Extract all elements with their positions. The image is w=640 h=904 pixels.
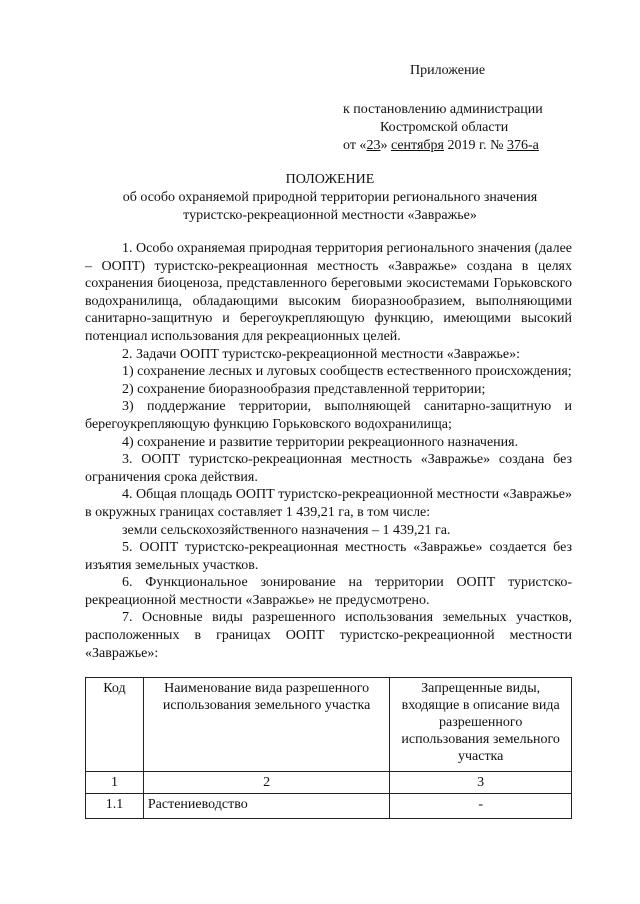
decree-number: 376-а xyxy=(507,138,539,153)
table-header-row xyxy=(86,678,572,772)
paragraph: 4. Общая площадь ООПТ туристско-рекреационной местности «Завражье» в окружных границах составляет 1 439,21 га, в том числе: xyxy=(85,487,572,520)
paragraph: 1. Особо охраняемая природная территория регионального значения (далее – ООПТ) туристско-рекреационная местность «Завражье» создана в целях сохранения биоценоза, представленного береговыми экосистемами Горьковского водохранилища, обладающими высоким биоразнообразием, выполняющими санитарно-защитную и берегоукрепляющую функцию, имеющими высокий потенциал использования для рекреационных целей. xyxy=(85,241,572,344)
paragraph: 7. Основные виды разрешенного использования земельных участков, расположенных в границах ООПТ туристско-рекреационной местности «Завражье»: xyxy=(85,610,572,661)
header-use-name: Наименование вида разрешенного использования земельного участка xyxy=(143,678,389,772)
paragraph: 5. ООПТ туристско-рекреационная местность «Завражье» создается без изъятия земельных участков. xyxy=(85,540,572,573)
header-code: Код xyxy=(86,678,144,772)
document-subtitle-1: об особо охраняемой природной территории регионального значения xyxy=(122,190,538,205)
decree-date-line xyxy=(343,137,539,155)
document-body xyxy=(85,240,572,662)
paragraph: 6. Функциональное зонирование на территории ООПТ туристско-рекреационной местности «Завражье» не предусмотрено. xyxy=(85,575,572,608)
decree-line-2: Костромской области xyxy=(380,120,509,135)
table-row xyxy=(86,794,572,819)
row-prohibited: - xyxy=(390,794,572,819)
document-title: ПОЛОЖЕНИЕ xyxy=(285,172,375,187)
row-use-name: Растениеводство xyxy=(143,794,389,819)
column-number: 2 xyxy=(143,772,389,794)
appendix-label: Приложение xyxy=(410,63,486,78)
table-numbering-row xyxy=(86,772,572,794)
document-subtitle-2: туристско-рекреационной местности «Завражье» xyxy=(183,208,477,223)
paragraph: 2. Задачи ООПТ туристско-рекреационной местности «Завражье»: xyxy=(122,346,521,362)
land-use-table xyxy=(85,677,572,819)
paragraph: 3. ООПТ туристско-рекреационная местность «Завражье» создана без ограничения срока действия. xyxy=(85,452,572,485)
decree-month: сентября xyxy=(390,138,444,153)
decree-line-1: к постановлению администрации xyxy=(343,102,543,117)
column-number: 1 xyxy=(86,772,144,794)
paragraph: 2) сохранение биоразнообразия представленной территории; xyxy=(122,381,486,397)
paragraph: 1) сохранение лесных и луговых сообществ естественного происхождения; xyxy=(122,364,572,380)
header-prohibited: Запрещенные виды, входящие в описание вида разрешенного использования земельного участка xyxy=(390,678,572,772)
paragraph: 4) сохранение и развитие территории рекреационного назначения. xyxy=(122,434,519,450)
year-part: 2019 г. № xyxy=(443,138,507,153)
date-prefix: от « xyxy=(343,138,367,153)
date-mid: » xyxy=(380,138,391,153)
paragraph: земли сельскохозяйственного назначения – 1 439,21 га. xyxy=(122,522,451,538)
decree-day: 23 xyxy=(366,138,381,153)
row-code: 1.1 xyxy=(86,794,144,819)
paragraph: 3) поддержание территории, выполняющей санитарно-защитную и берегоукрепляющую функцию Горьковского водохранилища; xyxy=(85,399,572,432)
column-number: 3 xyxy=(390,772,572,794)
